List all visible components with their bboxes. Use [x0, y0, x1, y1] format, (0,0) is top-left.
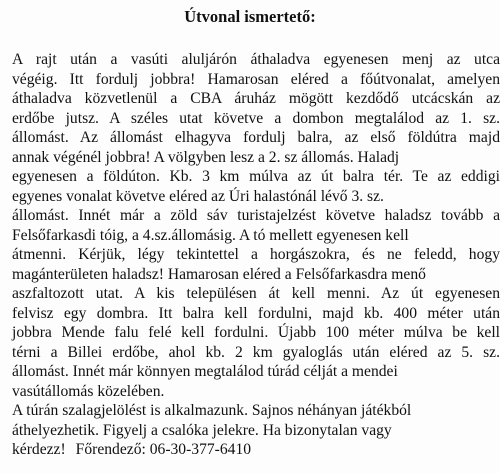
text-line: felvisz egy dombra. Itt balra kell fordulni, majd kb. 400 méter után — [12, 304, 500, 322]
text-line: végéig. Itt fordulj jobbra! Hamarosan eléred a főútvonalat, amelyen — [12, 70, 500, 88]
text-line: vasútállomás közelében. — [12, 382, 165, 400]
organizer-phone: Főrendező: 06-30-377-6410 — [75, 441, 252, 458]
text-line: állomást. Az állomást elhagyva fordulj balra, az első földútra majd — [12, 129, 500, 146]
text-line: állomást. Innét már könnyen megtalálod túrád célját a mendei — [12, 363, 398, 380]
text-line: A rajt után a vasúti aluljárón áthaladva egyenesen menj az utca — [12, 51, 500, 68]
text-line: átmenni. Kérjük, légy tekintettel a horgászokra, és ne feledd, hogy — [12, 246, 500, 263]
text-line: térni a Billei erdőbe, ahol kb. 2 km gyaloglás után eléred az 5. sz. — [12, 343, 500, 361]
text-line: erdőbe jutsz. A széles utat követve a dombon megtalálod az 1. sz. — [12, 109, 500, 127]
text-line: állomást. Innét már a zöld sáv turistajelzést követve haladsz tovább a — [12, 207, 500, 224]
text-line: magánterületen haladsz! Hamarosan eléred a Felsőfarkasdra menő — [12, 265, 426, 283]
document-title: Útvonal ismertető: — [184, 7, 316, 26]
text-line: aszfaltozott utat. A kis településen át kell menni. Az út egyenesen — [12, 285, 500, 302]
text-line: áthelyezhetik. Figyelj a csalóka jelekre. Ha bizonytalan vagy — [12, 421, 392, 439]
closing-line — [12, 440, 500, 460]
document-body — [12, 50, 500, 460]
text-line: egyenesen a földúton. Kb. 3 km múlva az út balra tér. Te az eddigi — [12, 168, 500, 185]
text-line: Felsőfarkasdi tóig, a 4.sz.állomásig. A tó mellett egyenesen kell — [12, 226, 409, 244]
closing-text: kérdezz! — [12, 441, 66, 458]
text-line: áthaladva közvetlenül a CBA áruház mögött kezdődő utcácskán az — [12, 90, 500, 107]
text-line: egyenes vonalat követve eléred az Úri halastónál lévő 3. sz. — [12, 187, 384, 205]
text-line: jobbra Mende falu felé kell fordulni. Újabb 100 méter múlva be kell — [12, 324, 500, 341]
text-line: A túrán szalagjelölést is alkalmazunk. Sajnos néhányan játékból — [12, 402, 412, 419]
text-line: annak végénél jobbra! A völgyben lesz a 2. sz állomás. Haladj — [12, 148, 400, 166]
